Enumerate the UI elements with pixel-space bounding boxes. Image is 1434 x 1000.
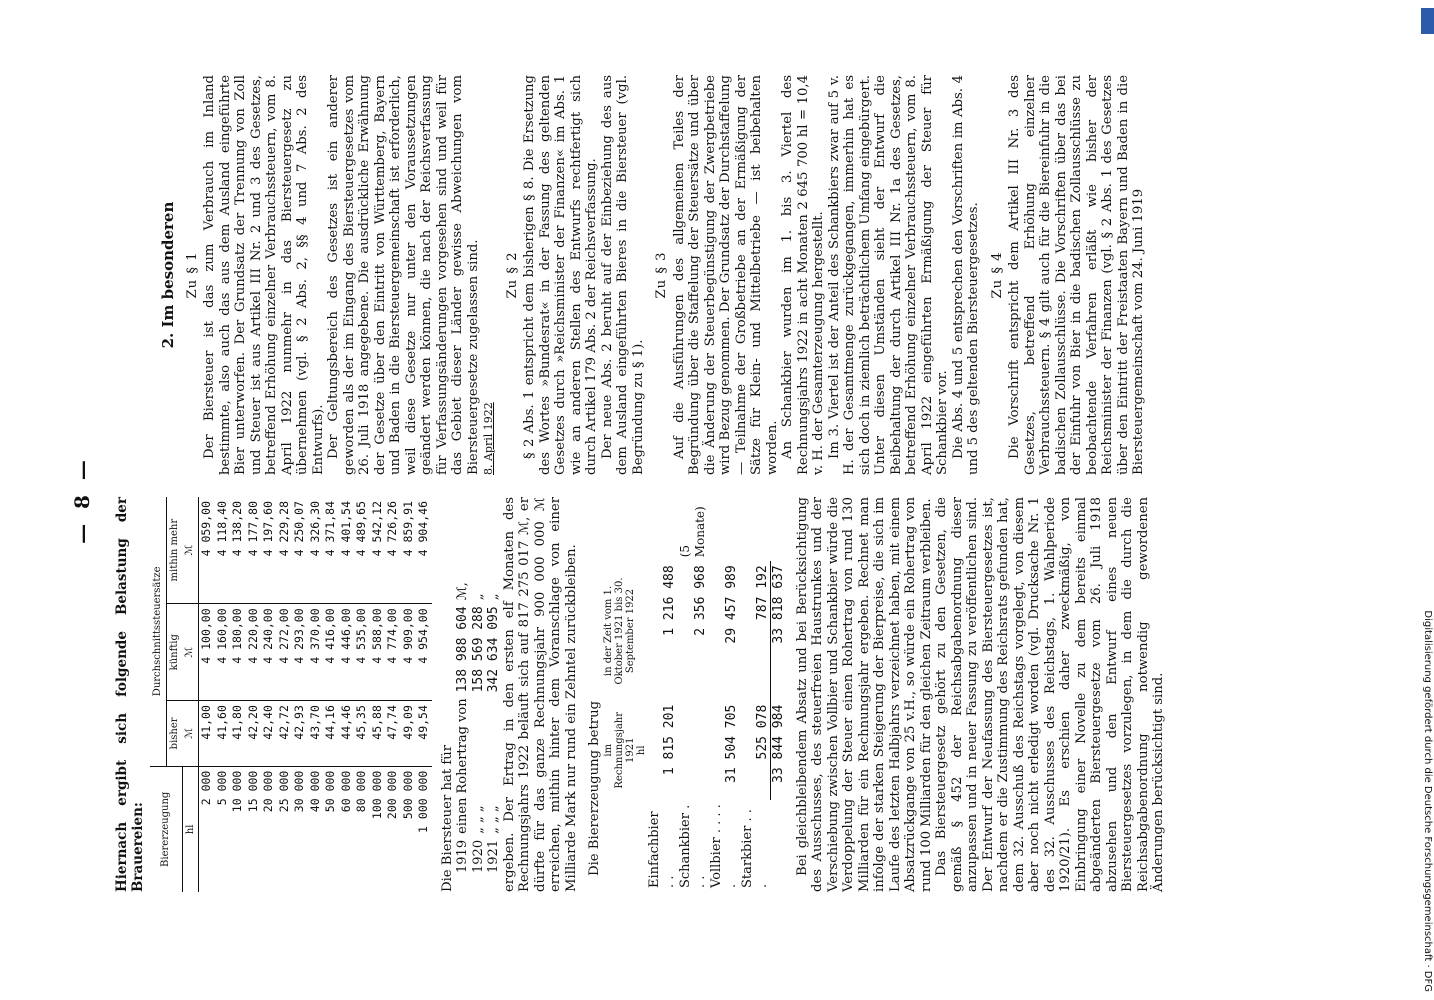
production-cell: 40 000	[307, 770, 322, 813]
col-future-header: künftig	[166, 604, 182, 701]
prod-head-b: in der Zeit vom 1. Oktober 1921 bis 30. September 1922	[602, 577, 636, 685]
paragraph: Auf die Ausführungen des allgemeinen Teiles der Begründung über die Staffelung der Steuersätze und über die Änderung der Steuerbegünstigung der Zwergbetriebe wird Bezug genommen. Der Grundsatz der Durchstaffelung — Teilnahme der Großbetriebe an der Ermäßigung der Sätze für Klein- und Mittelbetriebe — ist beibehalten worden.	[671, 75, 780, 475]
production-a: 31 504 705	[724, 704, 739, 783]
prev-rate-cell: 42,20	[246, 701, 262, 767]
digitization-note	[1420, 8, 1434, 992]
prev-rate-cell: 43,70	[308, 701, 324, 767]
revenue-prefix: „ „ „	[486, 805, 501, 834]
paragraph: Die Vorschrift entspricht dem Artikel III Nr. 3 des Gesetzes, betreffend Erhöhung einzelner Verbrauchssteuern. § 4 gilt auch für die Biereinfuhr in die badischen Zollausschlüsse. Die Vorschriften über das bei der Einfuhr von Bier in die badischen Zollausschlüsse zu beobachtende Verfahren erläßt wie bisher der Reichsminister der Finanzen (vgl. § 2 Abs. 1 des Gesetzes über den Eintritt der Freistaaten Bayern und Baden in die Biersteuergemeinschaft vom 24. Juni 1919	[1007, 75, 1146, 475]
future-rate-cell: 4 954,00	[416, 604, 432, 701]
diff-cell: 4 250,07	[292, 497, 308, 604]
production-cell: 10 000	[230, 770, 244, 813]
production-b: 787 192	[754, 565, 770, 621]
revenue-amount: 342 634 095	[486, 606, 501, 693]
table-row	[339, 497, 355, 892]
future-rate-cell: 4 774,00	[385, 604, 401, 701]
prev-rate-cell: 45,35	[354, 701, 370, 767]
digitization-note-text: Digitalisierung gefördert durch die Deutsche Forschungsgemeinschaft · DFG	[1422, 610, 1433, 992]
section-title: 2. Im besonderen	[159, 201, 177, 349]
prev-rate-cell: 42,72	[277, 701, 293, 767]
prev-rate-cell: 42,40	[261, 701, 277, 767]
future-rate-cell: 4 240,00	[261, 604, 277, 701]
revenue-year: 1920	[470, 839, 486, 873]
production-row	[678, 497, 709, 892]
production-label: Einfachbier . .	[646, 811, 677, 888]
table-row	[323, 497, 339, 892]
production-note	[709, 497, 740, 561]
unit-m: ℳ	[182, 701, 199, 767]
production-a: 525 078	[754, 704, 770, 760]
table-row	[261, 497, 277, 892]
diff-cell: 4 542,12	[370, 497, 386, 604]
revenue-intro: Die Biersteuer hat für	[439, 745, 455, 892]
revenue-amount: 158 569 288	[470, 606, 486, 693]
prod-unit: hl	[635, 745, 647, 756]
revenue-amount: 138 988 604	[455, 606, 470, 693]
diff-cell: 4 904,46	[416, 497, 432, 604]
production-label: Vollbier . . . . .	[708, 804, 739, 888]
prev-rate-cell: 41,80	[230, 701, 246, 767]
production-row	[740, 497, 771, 892]
production-b: 29 457 989	[724, 565, 739, 644]
subsection-title: Zu § 1	[184, 251, 200, 299]
revenue-row	[455, 579, 471, 876]
production-row	[647, 497, 678, 892]
production-table	[603, 497, 787, 892]
revenue-unit: ℳ,	[455, 582, 470, 601]
future-rate-cell: 4 100,00	[199, 604, 215, 701]
col-production-header: Biererzeugung	[150, 766, 182, 892]
diff-cell: 4 059,00	[199, 497, 215, 604]
revenue-year: 1921	[486, 839, 501, 873]
future-rate-cell: 4 293,00	[292, 604, 308, 701]
table-row	[230, 497, 246, 892]
diff-cell: 4 326,30	[308, 497, 324, 604]
production-b: 2 356 968	[693, 565, 708, 636]
right-column	[155, 75, 1147, 475]
production-cell: 100 000	[369, 770, 384, 820]
subsection-title: Zu § 4	[989, 251, 1005, 299]
prev-rate-cell: 41,00	[199, 701, 215, 767]
production-cell: 500 000	[400, 770, 415, 820]
col-more-header: mithin mehr	[166, 497, 182, 604]
paragraph: Das Biersteuergesetz gehört zu den Gesetzen, die gemäß § 452 der Reichsabgabenordnung dieser anzupassen und in neuer Fassung zu veröffentlichen sind. Der Entwurf der Neufassung des Biersteuergesetzes ist, nachdem er die Zustimmung des Reichsrats gefunden hat, dem 32. Ausschuß des Reichstags vorgelegt, von diesem aber noch nicht erledigt worden (vgl. Drucksache Nr. 1 des 32. Ausschusses des Reichstags, 1. Wahlperiode 1920/21). Es erschien daher zweckmäßig, von Einbringung einer Novelle zu dem bereits einmal abgeänderten Biersteuergesetze vom 26. Juli 1918 abzusehen und den Entwurf eines neuen Biersteuergesetzes vorzulegen, in dem die durch die Reichsabgabenordnung notwendig gewordenen Änderungen berücksichtigt sind.	[934, 497, 1166, 892]
margin-correction: 8. April 1922	[482, 402, 495, 475]
production-a	[678, 701, 709, 800]
prod-total-b: 33 818 637	[771, 561, 787, 700]
table-intro: Hiernach ergibt sich folgende Belastung der Brauereien:	[114, 497, 146, 892]
production-intro: Die Biererzeugung betrug	[587, 700, 602, 876]
future-rate-cell: 4 220,00	[246, 604, 262, 701]
production-cell: 20 000	[261, 770, 275, 813]
col-prev-header: bisher	[166, 701, 182, 767]
prev-rate-cell: 44,16	[323, 701, 339, 767]
production-cell: 80 000	[354, 770, 368, 813]
production-cell: 5 000	[214, 770, 229, 806]
table-row	[385, 497, 401, 892]
revenue-unit: „	[470, 593, 486, 601]
table-row	[308, 497, 324, 892]
revenue-prefix: „ „ „	[470, 805, 486, 834]
diff-cell: 4 489,65	[354, 497, 370, 604]
revenue-year: 1919	[455, 839, 470, 873]
table-row	[199, 497, 215, 892]
paragraph: Der Geltungsbereich des Gesetzes ist ein anderer geworden als der im Eingang des Biersteuergesetzes vom 26. Juli 1918 angegebene. Die ausdrückliche Erwähnung der Gesetze über den Eintritt von Württemberg, Bayern und Baden in die Biersteuergemeinschaft ist erforderlich, weil diese Gesetze nur unter den Voraussetzungen geändert werden können, die nach der Reichsverfassung für Verfassungsänderungen vorgesehen sind und weil für das Gebiet dieser Länder gewisse Abweichungen vom Biersteuergesetze zugelassen sind.	[326, 75, 481, 475]
revenue-unit: „	[486, 593, 501, 601]
prod-total-a: 33 844 984	[771, 701, 787, 800]
production-b: 1 216 488	[662, 565, 677, 636]
production-row	[709, 497, 740, 892]
revenue-row	[486, 579, 502, 876]
table-row	[416, 497, 432, 892]
left-column	[115, 497, 1167, 892]
paragraph: Die Abs. 4 und 5 entsprechen den Vorschriften im Abs. 4 und 5 des geltenden Biersteuergesetzes.	[950, 75, 981, 475]
prev-rate-cell: 44,46	[339, 701, 355, 767]
diff-cell: 4 177,80	[246, 497, 262, 604]
paragraph: An Schankbier wurden im 1. bis 3. Viertel des Rechnungsjahrs 1922 in acht Monaten 2 645 700 hl = 10,4 v. H. der Gesamterzeugung hergestellt.	[780, 75, 826, 475]
page-number: — 8 —	[70, 456, 94, 544]
production-note	[740, 497, 771, 561]
production-cell: 25 000	[276, 770, 291, 813]
table-row	[401, 497, 417, 892]
col-avg-header: Durchschnittssteuersätze	[150, 497, 166, 766]
future-rate-cell: 4 416,00	[323, 604, 339, 701]
prev-rate-cell: 41,60	[215, 701, 231, 767]
future-rate-cell: 4 588,00	[370, 604, 386, 701]
table-row	[370, 497, 386, 892]
diff-cell: 4 197,60	[261, 497, 277, 604]
future-rate-cell: 4 370,00	[308, 604, 324, 701]
revenue-row	[471, 579, 487, 876]
future-rate-cell: 4 180,00	[230, 604, 246, 701]
prev-rate-cell: 45,88	[370, 701, 386, 767]
production-cell: 50 000	[323, 770, 337, 813]
table-row	[246, 497, 262, 892]
prod-head-a: im Rechnungsjahr 1921	[602, 711, 636, 789]
future-rate-cell: 4 535,00	[354, 604, 370, 701]
production-cell: 200 000	[385, 770, 399, 820]
future-rate-cell: 4 446,00	[339, 604, 355, 701]
table-row	[292, 497, 308, 892]
paragraph: Bei gleichbleibendem Absatz und bei Berücksichtigung des Ausschusses, des steuerfreien Haustrunkes und der Verschiebung zwischen Vollbier und Schankbier würde die Verdoppelung der Steuer einen Rohertrag von rund 130 Milliarden für ein Rechnungsjahr ergeben. Rechnet man infolge der starken Steigerung der Bierpreise, die sich im Laufe des letzten Halbjahrs verzeichnet haben, mit einem Absatzrückgange von 25 v.H., so würde ein Rohertrag von rund 100 Milliarden für den gleichen Zeitraum verbleiben.	[794, 497, 934, 892]
production-cell: 2 000	[199, 770, 213, 806]
revenue-prefix: einen Rohertrag von	[455, 698, 470, 834]
diff-cell: 4 401,54	[339, 497, 355, 604]
diff-cell: 4 229,28	[277, 497, 293, 604]
unit-m: ℳ	[182, 497, 199, 604]
diff-cell: 4 726,26	[385, 497, 401, 604]
future-rate-cell: 4 272,00	[277, 604, 293, 701]
subsection-title: Zu § 3	[654, 251, 669, 299]
paragraph: § 2 Abs. 1 entspricht dem bisherigen § 8. Die Ersetzung des Wortes »Bundesrat« in der Fassung des geltenden Gesetzes durch »Reichsminister der Finanzen« im Abs. 1 wie an anderen Stellen des Entwurfs rechtfertigt sich durch Artikel 179 Abs. 2 der Reichsverfassung.	[522, 75, 599, 475]
production-note: (5 Monate)	[677, 506, 707, 558]
production-cell: 30 000	[292, 770, 306, 813]
production-note	[647, 497, 678, 561]
production-cell: 15 000	[245, 770, 260, 813]
revenue-paragraph: ergeben. Der Ertrag in den ersten elf Monaten des Rechnungsjahrs 1922 beläuft sich auf 817 275 017 ℳ, er dürfte für das ganze Rechnungsjahr 900 000 000 ℳ erreichen, mithin hinter dem Voranschlage von einer Milliarde Mark nur rund ein Zehntel zurückbleiben.	[501, 497, 579, 892]
diff-cell: 4 859,91	[401, 497, 417, 604]
production-cell: 1 000 000	[416, 770, 430, 833]
diff-cell: 4 118,40	[215, 497, 231, 604]
paragraph: Der neue Abs. 2 beruht auf der Einbeziehung des aus dem Ausland eingeführten Bieres in die Biersteuer (vgl. Begründung zu § 1).	[599, 75, 646, 475]
tax-burden-table	[150, 497, 432, 892]
diff-cell: 4 371,84	[323, 497, 339, 604]
future-rate-cell: 4 160,00	[215, 604, 231, 701]
table-row	[277, 497, 293, 892]
production-label: Schankbier . . .	[677, 804, 708, 888]
revenue-table	[455, 579, 502, 876]
unit-m: ℳ	[182, 604, 199, 701]
diff-cell: 4 138,20	[230, 497, 246, 604]
production-label: Starkbier . . .	[739, 809, 770, 888]
production-cell: 60 000	[338, 770, 353, 813]
prev-rate-cell: 49,09	[401, 701, 417, 767]
paragraph: Im 3. Viertel ist der Anteil des Schankbiers zwar auf 5 v. H. der Gesamtmenge zurückgegangen, immerhin hat es sich doch in ziemlich beträchtlichem Umfang eingebürgert. Unter diesen Umständen sieht der Entwurf die Beibehaltung der durch Artikel III Nr. 1a des Gesetzes, betreffend Erhöhung einzelner Verbrauchssteuern, vom 8. April 1922 eingeführten Ermäßigung der Steuer für Schankbier vor.	[826, 75, 950, 475]
paragraph: Der Biersteuer ist das zum Verbrauch im Inland bestimmte, also auch das aus dem Ausland eingeführte Bier unterworfen. Der Grundsatz der Trennung von Zoll und Steuer ist aus Artikel III Nr. 2 und 3 des Gesetzes, betreffend Erhöhung einzelner Verbrauchssteuern, vom 8. April 1922 nunmehr in das Biersteuergesetz zu übernehmen (vgl. § 2 Abs. 2, §§ 4 und 7 Abs. 2 des Entwurfs).	[202, 75, 326, 475]
table-row	[215, 497, 231, 892]
table-row	[354, 497, 370, 892]
unit-hl: hl	[182, 766, 199, 892]
production-a: 1 815 201	[662, 704, 677, 776]
prev-rate-cell: 47,74	[385, 701, 401, 767]
prev-rate-cell: 42,93	[292, 701, 308, 767]
subsection-title: Zu § 2	[504, 251, 520, 299]
prev-rate-cell: 49,54	[416, 701, 432, 767]
future-rate-cell: 4 909,00	[401, 604, 417, 701]
